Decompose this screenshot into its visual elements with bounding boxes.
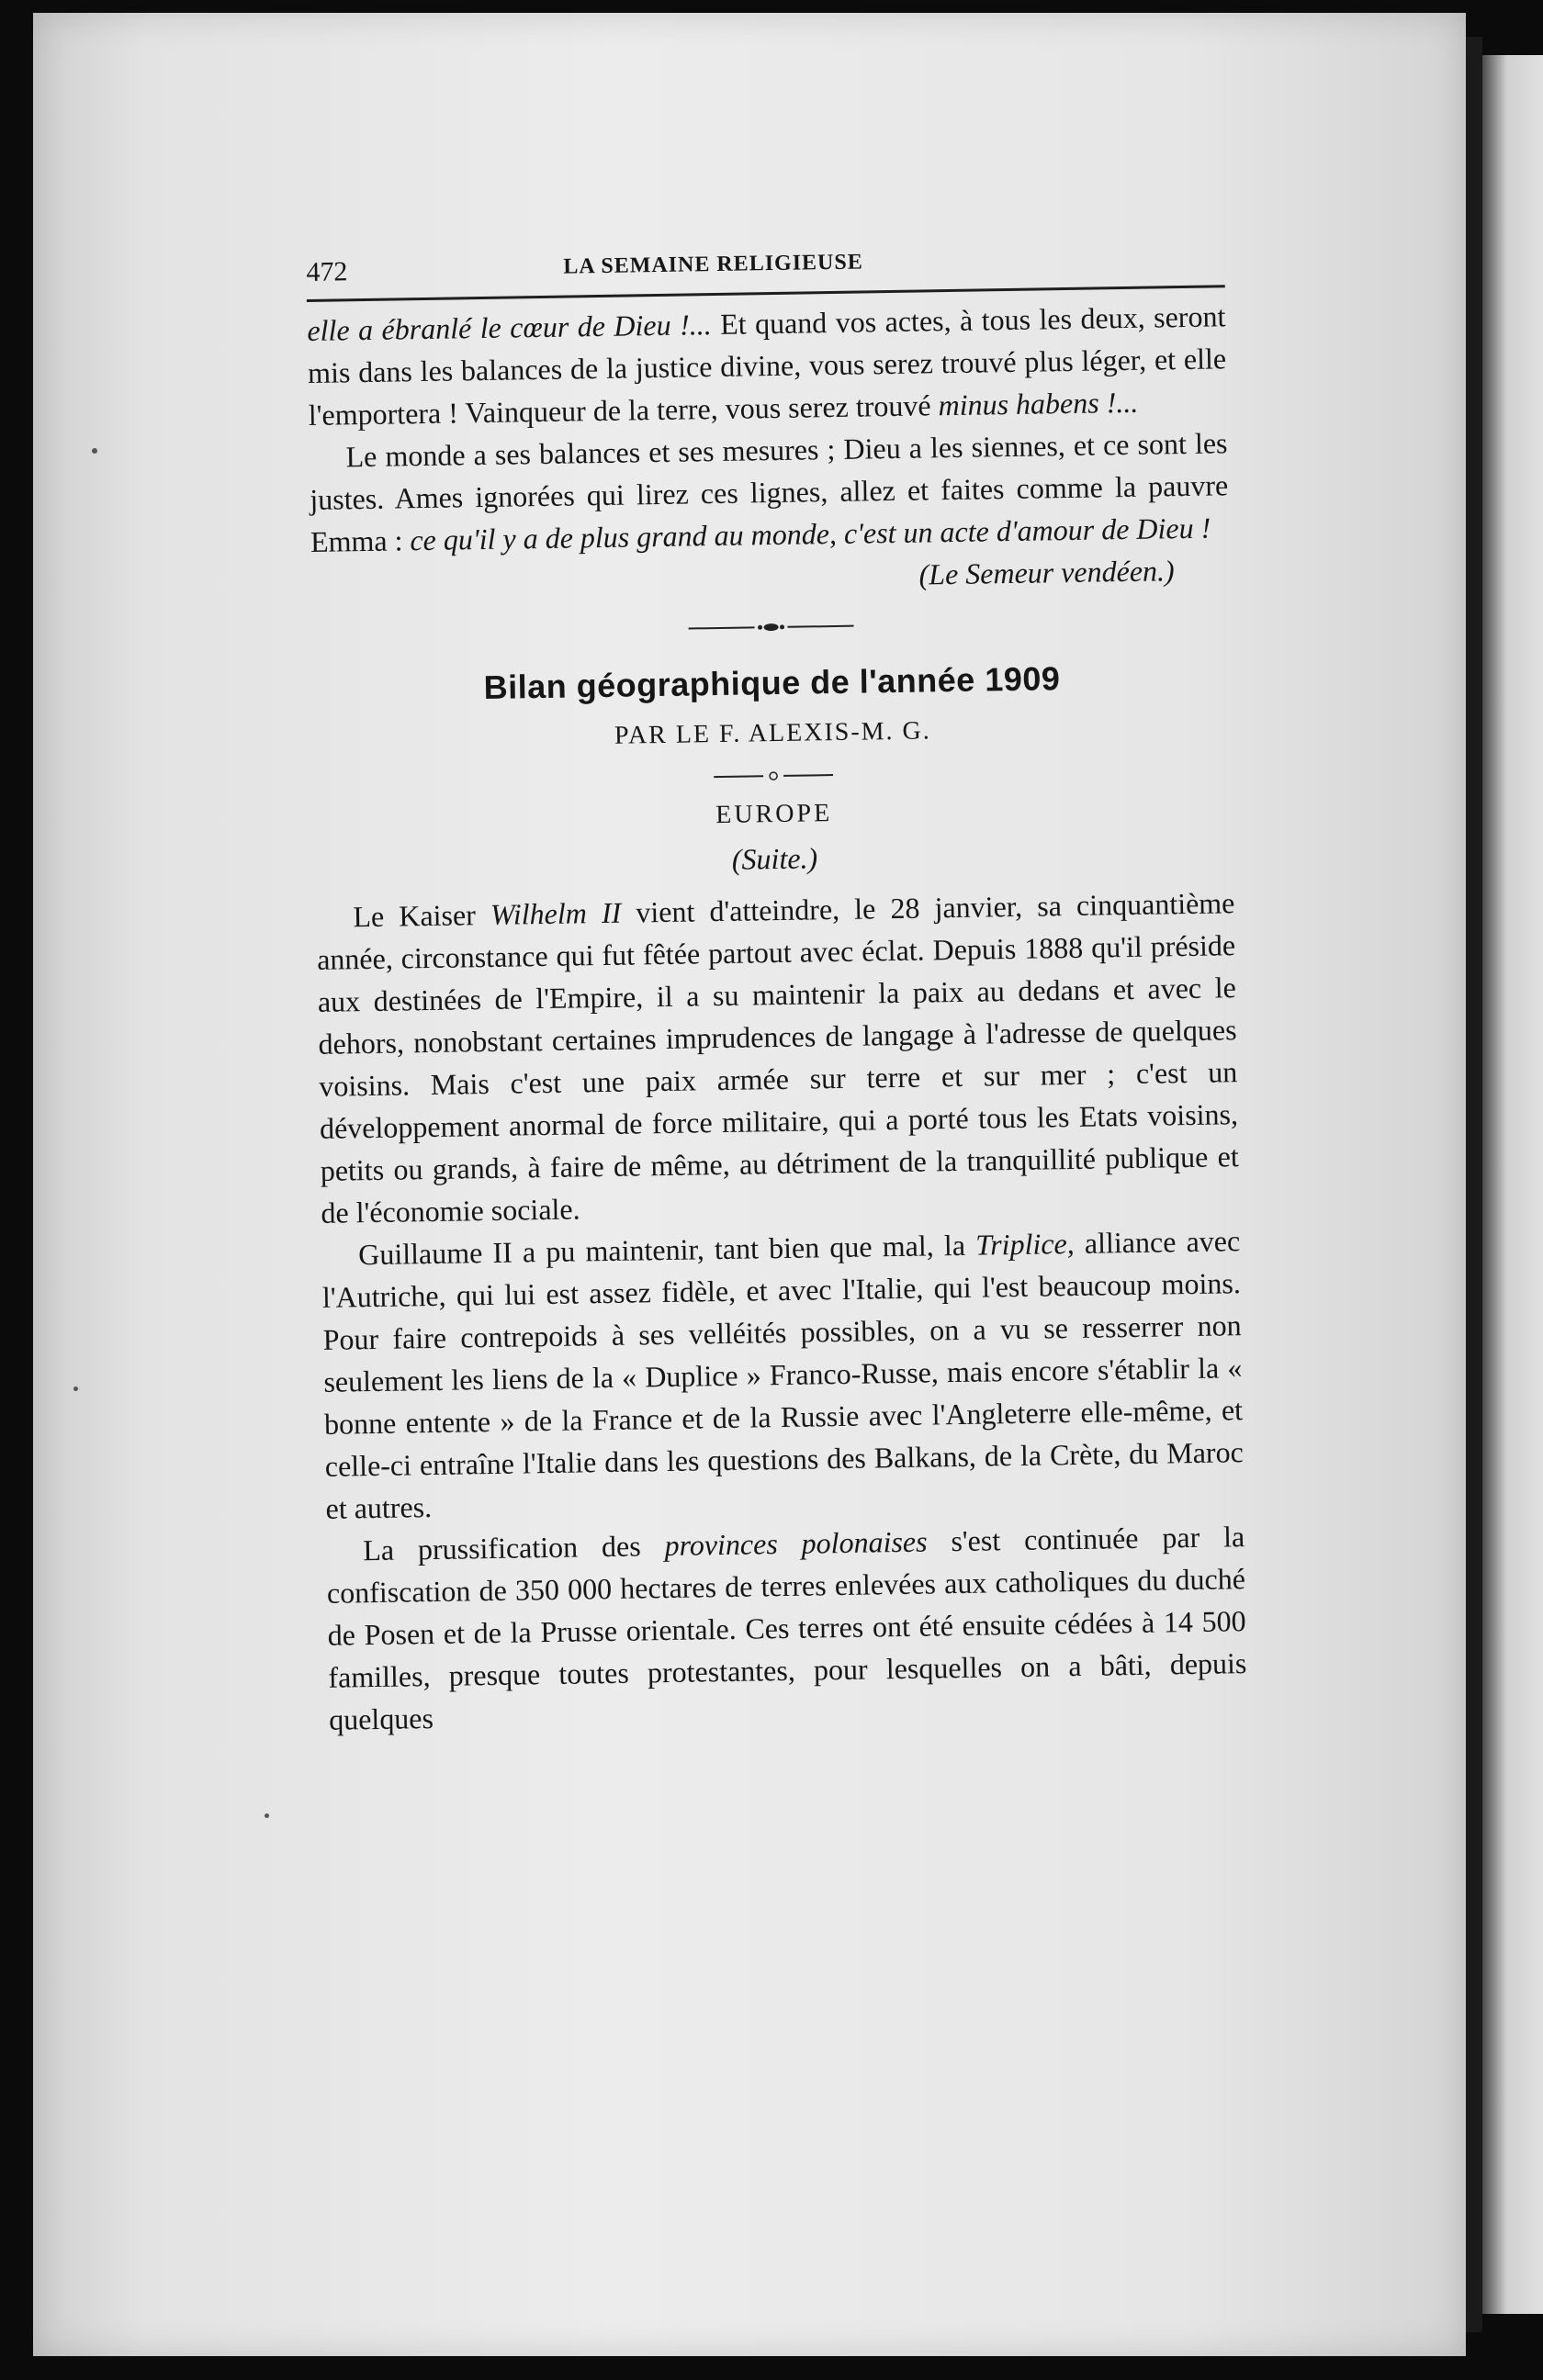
- section-heading: EUROPE: [715, 799, 833, 830]
- small-separator: [714, 768, 833, 784]
- prussification-text-a: La prussification des: [363, 1529, 665, 1567]
- source-citation: (Le Semeur vendéen.): [918, 554, 1175, 591]
- continued-label: (Suite.): [731, 841, 818, 876]
- prussification-text-b: s'est continuée par la confiscation de 350 000 hectares de terres enlevées aux catholiques du duché de Posen et de la Prusse orientale. Ces terres ont été ensuite cédées à 14 500 familles, presque toutes protestantes, pour lesquelles on a bâti, depuis quelques: [326, 1520, 1247, 1736]
- paper-speck: [73, 1386, 78, 1391]
- intro-italic-start: elle a ébranlé le cœur de Dieu !...: [307, 308, 712, 347]
- prussification-italic: provinces polonaises: [664, 1524, 928, 1563]
- paper-speck: [265, 1813, 269, 1818]
- kaiser-text-b: vient d'atteindre, le 28 janvier, sa cinquantième année, circonstance qui fut fêtée partout avec éclat. Depuis 1888 qu'il préside aux destinées de l'Empire, il a su maintenir la paix au dedans et avec le dehors, nonobstant certaines imprudences de langage à l'adresse de quelques voisins. Mais c'est une paix armée sur terre et sur mer ; c'est un développement anormal de force militaire, qui a porté tous les Etats voisins, petits ou grands, à faire de même, au détriment de la tranquillité publique et de l'économie sociale.: [316, 886, 1239, 1229]
- triplice-italic: Triplice,: [974, 1226, 1075, 1262]
- paragraph-prussification: [326, 1515, 1247, 1741]
- page-content: [306, 233, 1247, 1741]
- kaiser-text-a: Le Kaiser: [353, 897, 491, 934]
- page-number: 472: [306, 256, 348, 287]
- running-head-title: LA SEMAINE RELIGIEUSE: [563, 250, 863, 279]
- kaiser-italic: Wilhelm II: [490, 895, 622, 931]
- ornament-divider: [688, 617, 853, 638]
- intro-italic-end: minus habens !...: [938, 385, 1139, 422]
- paper-speck: [92, 448, 97, 454]
- intro-paragraph: [307, 295, 1227, 436]
- triplice-text-a: Guillaume II a pu maintenir, tant bien que mal, la: [357, 1228, 976, 1272]
- page-binding-shadow: [1466, 37, 1482, 2332]
- triplice-text-b: alliance avec l'Autriche, qui lui est assez fidèle, et avec l'Italie, qui l'est beaucoup moins. Pour faire contrepoids à ses velléités possibles, on a vu se resserrer non seulement les liens de la « Duplice » Franco-Russe, mais encore s'établir la « bonne entente » de la France et de la Russie avec l'Angleterre elle-même, et celle-ci entraîne l'Italie dans les questions des Balkans, de la Crète, du Maroc et autres.: [321, 1224, 1245, 1525]
- intro-text: Et quand vos actes, à tous les deux, seront mis dans les balances de la justice divine, vous serez trouvé plus léger, et elle l'emportera ! Vainqueur de la terre, vous serez trouvé: [307, 299, 1227, 432]
- article-byline: PAR LE F. ALEXIS-M. G.: [614, 716, 932, 750]
- next-page-edge: [1482, 55, 1543, 2314]
- article-title: Bilan géographique de l'année 1909: [483, 659, 1061, 707]
- second-paragraph-text: Le monde a ses balances et ses mesures ; Dieu a les siennes, et ce sont les justes. Ames ignorées qui lirez ces lignes, allez et faites comme la pauvre Emma :: [310, 426, 1229, 558]
- second-paragraph: [309, 421, 1229, 563]
- paragraph-triplice: [321, 1219, 1245, 1530]
- paragraph-kaiser: [316, 881, 1240, 1234]
- second-paragraph-italic: ce qu'il y a de plus grand au monde, c'est un acte d'amour de Dieu !: [410, 511, 1211, 557]
